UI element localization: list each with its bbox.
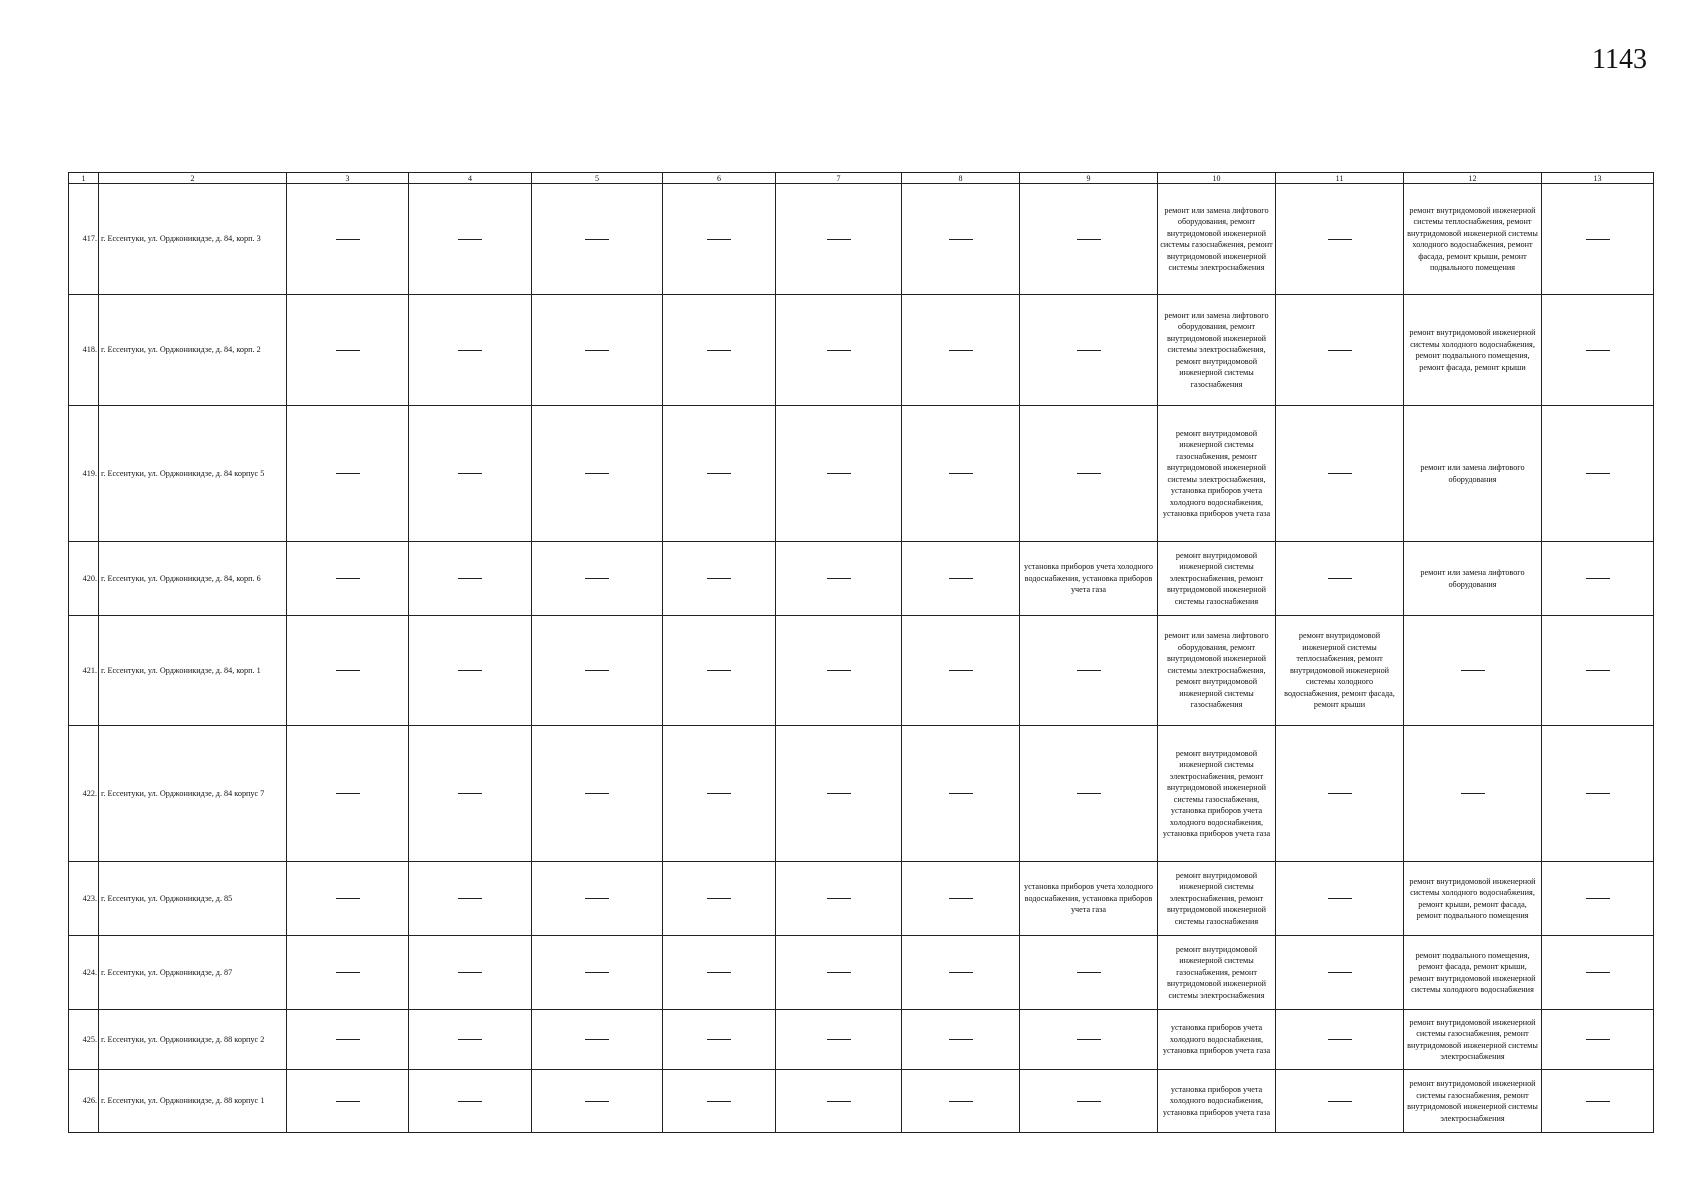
empty-dash-cell [663, 184, 776, 295]
dash-mark [1586, 350, 1610, 351]
dash-mark [336, 972, 360, 973]
table-row [69, 542, 1654, 616]
dash-mark [1077, 972, 1101, 973]
dash-mark [707, 670, 731, 671]
dash-mark [336, 1039, 360, 1040]
work-type-cell: ремонт или замена лифтового оборудования, ремонт внутридомовой инженерной системы электроснабжения, ремонт внутридомовой инженерной системы газоснабжения [1158, 616, 1276, 726]
empty-dash-cell [902, 406, 1020, 542]
row-number-cell: 424. [69, 936, 99, 1010]
row-number-cell: 423. [69, 862, 99, 936]
work-type-cell: ремонт внутридомовой инженерной системы электроснабжения, ремонт внутридомовой инженерной системы газоснабжения [1158, 542, 1276, 616]
empty-dash-cell [1020, 184, 1158, 295]
work-type-cell: ремонт или замена лифтового оборудования, ремонт внутридомовой инженерной системы электроснабжения, ремонт внутридомовой инженерной системы газоснабжения [1158, 295, 1276, 406]
row-number-cell: 426. [69, 1070, 99, 1133]
dash-mark [1328, 972, 1352, 973]
column-header: 4 [409, 173, 532, 184]
dash-mark [585, 898, 609, 899]
empty-dash-cell [287, 1010, 409, 1070]
address-cell: г. Ессентуки, ул. Орджоникидзе, д. 87 [99, 936, 287, 1010]
empty-dash-cell [1276, 862, 1404, 936]
work-type-cell: ремонт внутридомовой инженерной системы газоснабжения, ремонт внутридомовой инженерной системы электроснабжения [1404, 1070, 1542, 1133]
column-header: 12 [1404, 173, 1542, 184]
column-number-row [69, 173, 1654, 184]
empty-dash-cell [287, 862, 409, 936]
dash-mark [336, 473, 360, 474]
empty-dash-cell [409, 542, 532, 616]
empty-dash-cell [776, 295, 902, 406]
column-header: 11 [1276, 173, 1404, 184]
table-row [69, 616, 1654, 726]
empty-dash-cell [532, 1010, 663, 1070]
dash-mark [336, 350, 360, 351]
empty-dash-cell [1542, 184, 1654, 295]
table-row [69, 936, 1654, 1010]
dash-mark [827, 898, 851, 899]
dash-mark [827, 670, 851, 671]
empty-dash-cell [1542, 406, 1654, 542]
dash-mark [585, 239, 609, 240]
empty-dash-cell [902, 1010, 1020, 1070]
empty-dash-cell [287, 295, 409, 406]
dash-mark [1461, 793, 1485, 794]
empty-dash-cell [287, 726, 409, 862]
dash-mark [1077, 1039, 1101, 1040]
address-cell: г. Ессентуки, ул. Орджоникидзе, д. 84, корп. 3 [99, 184, 287, 295]
dash-mark [1586, 972, 1610, 973]
empty-dash-cell [409, 1010, 532, 1070]
dash-mark [1328, 239, 1352, 240]
dash-mark [585, 670, 609, 671]
empty-dash-cell [532, 295, 663, 406]
work-type-cell: ремонт внутридомовой инженерной системы холодного водоснабжения, ремонт подвального помещения, ремонт фасада, ремонт крыши [1404, 295, 1542, 406]
empty-dash-cell [776, 542, 902, 616]
address-cell: г. Ессентуки, ул. Орджоникидзе, д. 84, корп. 2 [99, 295, 287, 406]
column-header: 6 [663, 173, 776, 184]
dash-mark [1077, 670, 1101, 671]
dash-mark [1586, 793, 1610, 794]
empty-dash-cell [1276, 184, 1404, 295]
dash-mark [827, 350, 851, 351]
dash-mark [585, 793, 609, 794]
dash-mark [336, 578, 360, 579]
work-type-cell: установка приборов учета холодного водоснабжения, установка приборов учета газа [1158, 1070, 1276, 1133]
empty-dash-cell [1542, 295, 1654, 406]
dash-mark [707, 1101, 731, 1102]
empty-dash-cell [902, 1070, 1020, 1133]
empty-dash-cell [663, 936, 776, 1010]
dash-mark [827, 578, 851, 579]
dash-mark [707, 898, 731, 899]
dash-mark [1328, 473, 1352, 474]
dash-mark [1328, 898, 1352, 899]
column-header: 5 [532, 173, 663, 184]
work-type-cell: ремонт внутридомовой инженерной системы теплоснабжения, ремонт внутридомовой инженерной системы холодного водоснабжения, ремонт фасада, ремонт крыши [1276, 616, 1404, 726]
dash-mark [827, 1039, 851, 1040]
address-cell: г. Ессентуки, ул. Орджоникидзе, д. 84, корп. 6 [99, 542, 287, 616]
dash-mark [1328, 350, 1352, 351]
dash-mark [336, 793, 360, 794]
column-header: 2 [99, 173, 287, 184]
empty-dash-cell [663, 542, 776, 616]
empty-dash-cell [1542, 542, 1654, 616]
dash-mark [827, 239, 851, 240]
empty-dash-cell [1542, 936, 1654, 1010]
dash-mark [827, 793, 851, 794]
table-row [69, 862, 1654, 936]
empty-dash-cell [532, 184, 663, 295]
empty-dash-cell [287, 616, 409, 726]
dash-mark [707, 473, 731, 474]
empty-dash-cell [409, 184, 532, 295]
dash-mark [1586, 578, 1610, 579]
work-type-cell: ремонт или замена лифтового оборудования [1404, 542, 1542, 616]
dash-mark [1077, 239, 1101, 240]
row-number-cell: 425. [69, 1010, 99, 1070]
dash-mark [949, 670, 973, 671]
empty-dash-cell [1020, 1010, 1158, 1070]
empty-dash-cell [532, 936, 663, 1010]
table-row [69, 726, 1654, 862]
dash-mark [336, 898, 360, 899]
table-row [69, 1070, 1654, 1133]
dash-mark [949, 898, 973, 899]
empty-dash-cell [663, 862, 776, 936]
dash-mark [949, 1101, 973, 1102]
column-header: 13 [1542, 173, 1654, 184]
address-cell: г. Ессентуки, ул. Орджоникидзе, д. 84 корпус 5 [99, 406, 287, 542]
dash-mark [949, 473, 973, 474]
empty-dash-cell [663, 1070, 776, 1133]
empty-dash-cell [776, 406, 902, 542]
dash-mark [585, 1101, 609, 1102]
empty-dash-cell [776, 616, 902, 726]
empty-dash-cell [902, 862, 1020, 936]
dash-mark [458, 350, 482, 351]
empty-dash-cell [409, 862, 532, 936]
dash-mark [1586, 670, 1610, 671]
empty-dash-cell [532, 1070, 663, 1133]
work-type-cell: установка приборов учета холодного водоснабжения, установка приборов учета газа [1020, 542, 1158, 616]
empty-dash-cell [776, 936, 902, 1010]
dash-mark [1077, 473, 1101, 474]
empty-dash-cell [532, 406, 663, 542]
empty-dash-cell [776, 1070, 902, 1133]
empty-dash-cell [287, 542, 409, 616]
dash-mark [1328, 793, 1352, 794]
dash-mark [827, 1101, 851, 1102]
dash-mark [336, 239, 360, 240]
empty-dash-cell [902, 616, 1020, 726]
empty-dash-cell [1020, 936, 1158, 1010]
dash-mark [585, 1039, 609, 1040]
work-type-cell: ремонт внутридомовой инженерной системы холодного водоснабжения, ремонт крыши, ремонт фасада, ремонт подвального помещения [1404, 862, 1542, 936]
dash-mark [1461, 670, 1485, 671]
empty-dash-cell [902, 295, 1020, 406]
work-type-cell: установка приборов учета холодного водоснабжения, установка приборов учета газа [1020, 862, 1158, 936]
empty-dash-cell [409, 936, 532, 1010]
work-type-cell: ремонт внутридомовой инженерной системы электроснабжения, ремонт внутридомовой инженерной системы газоснабжения [1158, 862, 1276, 936]
table-row [69, 184, 1654, 295]
address-cell: г. Ессентуки, ул. Орджоникидзе, д. 84 корпус 7 [99, 726, 287, 862]
address-cell: г. Ессентуки, ул. Орджоникидзе, д. 88 корпус 1 [99, 1070, 287, 1133]
row-number-cell: 419. [69, 406, 99, 542]
empty-dash-cell [409, 726, 532, 862]
dash-mark [458, 793, 482, 794]
empty-dash-cell [532, 862, 663, 936]
dash-mark [1586, 239, 1610, 240]
dash-mark [585, 473, 609, 474]
work-type-cell: ремонт подвального помещения, ремонт фасада, ремонт крыши, ремонт внутридомовой инженерной системы холодного водоснабжения [1404, 936, 1542, 1010]
empty-dash-cell [902, 542, 1020, 616]
table-row [69, 295, 1654, 406]
dash-mark [458, 1101, 482, 1102]
dash-mark [458, 578, 482, 579]
dash-mark [1077, 350, 1101, 351]
repair-schedule-table [68, 172, 1654, 1133]
address-cell: г. Ессентуки, ул. Орджоникидзе, д. 85 [99, 862, 287, 936]
empty-dash-cell [902, 726, 1020, 862]
empty-dash-cell [1404, 616, 1542, 726]
empty-dash-cell [409, 406, 532, 542]
column-header: 8 [902, 173, 1020, 184]
dash-mark [707, 1039, 731, 1040]
dash-mark [458, 1039, 482, 1040]
dash-mark [458, 972, 482, 973]
dash-mark [1077, 1101, 1101, 1102]
empty-dash-cell [902, 184, 1020, 295]
empty-dash-cell [776, 862, 902, 936]
dash-mark [585, 578, 609, 579]
empty-dash-cell [1542, 1010, 1654, 1070]
empty-dash-cell [1276, 542, 1404, 616]
empty-dash-cell [1276, 1070, 1404, 1133]
empty-dash-cell [1276, 406, 1404, 542]
empty-dash-cell [1276, 726, 1404, 862]
dash-mark [827, 972, 851, 973]
dash-mark [1586, 1039, 1610, 1040]
empty-dash-cell [1020, 295, 1158, 406]
empty-dash-cell [776, 184, 902, 295]
empty-dash-cell [1542, 862, 1654, 936]
column-header: 1 [69, 173, 99, 184]
dash-mark [707, 972, 731, 973]
empty-dash-cell [776, 1010, 902, 1070]
empty-dash-cell [663, 1010, 776, 1070]
empty-dash-cell [287, 406, 409, 542]
dash-mark [585, 972, 609, 973]
dash-mark [1328, 1039, 1352, 1040]
dash-mark [949, 793, 973, 794]
dash-mark [949, 972, 973, 973]
dash-mark [458, 898, 482, 899]
dash-mark [1328, 578, 1352, 579]
empty-dash-cell [532, 542, 663, 616]
empty-dash-cell [1542, 1070, 1654, 1133]
empty-dash-cell [663, 726, 776, 862]
address-cell: г. Ессентуки, ул. Орджоникидзе, д. 88 корпус 2 [99, 1010, 287, 1070]
dash-mark [585, 350, 609, 351]
dash-mark [1586, 898, 1610, 899]
dash-mark [336, 1101, 360, 1102]
work-type-cell: установка приборов учета холодного водоснабжения, установка приборов учета газа [1158, 1010, 1276, 1070]
empty-dash-cell [663, 295, 776, 406]
row-number-cell: 418. [69, 295, 99, 406]
empty-dash-cell [532, 726, 663, 862]
work-type-cell: ремонт внутридомовой инженерной системы газоснабжения, ремонт внутридомовой инженерной системы электроснабжения [1158, 936, 1276, 1010]
dash-mark [827, 473, 851, 474]
table-row [69, 1010, 1654, 1070]
dash-mark [949, 239, 973, 240]
column-header: 3 [287, 173, 409, 184]
page-number: 1143 [1592, 44, 1647, 75]
dash-mark [707, 350, 731, 351]
empty-dash-cell [1020, 1070, 1158, 1133]
dash-mark [707, 578, 731, 579]
empty-dash-cell [409, 616, 532, 726]
dash-mark [458, 239, 482, 240]
dash-mark [1586, 1101, 1610, 1102]
row-number-cell: 417. [69, 184, 99, 295]
table-row [69, 406, 1654, 542]
dash-mark [1077, 793, 1101, 794]
empty-dash-cell [1404, 726, 1542, 862]
dash-mark [707, 239, 731, 240]
empty-dash-cell [1020, 726, 1158, 862]
dash-mark [336, 670, 360, 671]
empty-dash-cell [287, 936, 409, 1010]
dash-mark [707, 793, 731, 794]
column-header: 10 [1158, 173, 1276, 184]
empty-dash-cell [1542, 616, 1654, 726]
empty-dash-cell [1276, 295, 1404, 406]
dash-mark [458, 670, 482, 671]
dash-mark [949, 350, 973, 351]
empty-dash-cell [1542, 726, 1654, 862]
empty-dash-cell [287, 184, 409, 295]
empty-dash-cell [663, 616, 776, 726]
empty-dash-cell [287, 1070, 409, 1133]
row-number-cell: 420. [69, 542, 99, 616]
empty-dash-cell [902, 936, 1020, 1010]
dash-mark [1586, 473, 1610, 474]
column-header: 9 [1020, 173, 1158, 184]
work-type-cell: ремонт внутридомовой инженерной системы электроснабжения, ремонт внутридомовой инженерной системы газоснабжения, установка приборов учета холодного водоснабжения, установка приборов учета газа [1158, 726, 1276, 862]
empty-dash-cell [1276, 936, 1404, 1010]
work-type-cell: ремонт внутридомовой инженерной системы газоснабжения, ремонт внутридомовой инженерной системы электроснабжения [1404, 1010, 1542, 1070]
work-type-cell: ремонт внутридомовой инженерной системы теплоснабжения, ремонт внутридомовой инженерной системы холодного водоснабжения, ремонт фасада, ремонт крыши, ремонт подвального помещения [1404, 184, 1542, 295]
work-type-cell: ремонт или замена лифтового оборудования [1404, 406, 1542, 542]
row-number-cell: 422. [69, 726, 99, 862]
column-header: 7 [776, 173, 902, 184]
empty-dash-cell [776, 726, 902, 862]
dash-mark [1328, 1101, 1352, 1102]
empty-dash-cell [409, 295, 532, 406]
empty-dash-cell [409, 1070, 532, 1133]
empty-dash-cell [532, 616, 663, 726]
empty-dash-cell [1020, 406, 1158, 542]
address-cell: г. Ессентуки, ул. Орджоникидзе, д. 84, корп. 1 [99, 616, 287, 726]
empty-dash-cell [1020, 616, 1158, 726]
work-type-cell: ремонт или замена лифтового оборудования, ремонт внутридомовой инженерной системы газоснабжения, ремонт внутридомовой инженерной системы электроснабжения [1158, 184, 1276, 295]
empty-dash-cell [663, 406, 776, 542]
dash-mark [949, 578, 973, 579]
row-number-cell: 421. [69, 616, 99, 726]
dash-mark [458, 473, 482, 474]
dash-mark [949, 1039, 973, 1040]
work-type-cell: ремонт внутридомовой инженерной системы газоснабжения, ремонт внутридомовой инженерной системы электроснабжения, установка приборов учета холодного водоснабжения, установка приборов учета газа [1158, 406, 1276, 542]
empty-dash-cell [1276, 1010, 1404, 1070]
